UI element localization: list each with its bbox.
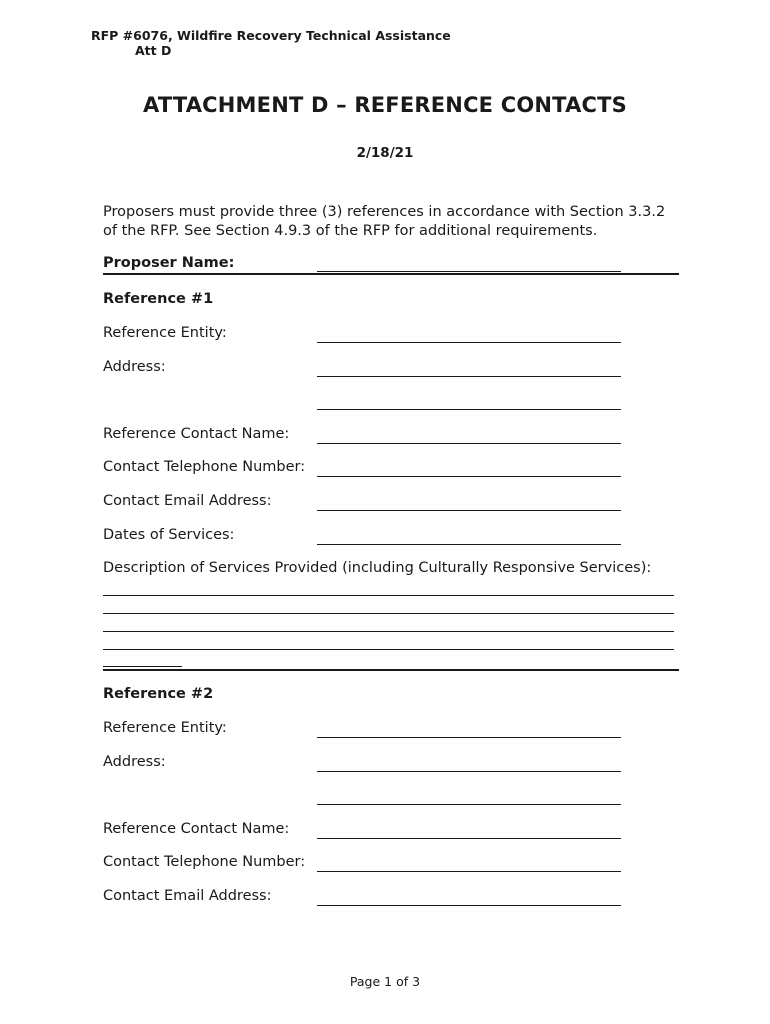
ref1-description-line-1[interactable] <box>103 595 674 596</box>
ref1-entity-label: Reference Entity: <box>103 325 227 341</box>
reference-2-heading: Reference #2 <box>103 686 214 702</box>
ref1-description-line-2[interactable] <box>103 613 674 614</box>
ref1-description-line-4[interactable] <box>103 649 674 650</box>
ref1-description-label: Description of Services Provided (including Culturally Responsive Services): <box>103 560 652 576</box>
ref1-description-line-3[interactable] <box>103 631 674 632</box>
proposer-name-field[interactable] <box>317 271 621 272</box>
ref1-telephone-field[interactable] <box>317 476 621 477</box>
header-att-line: Att D <box>135 43 172 58</box>
ref2-telephone-field[interactable] <box>317 871 621 872</box>
ref2-contact-name-label: Reference Contact Name: <box>103 821 290 837</box>
ref1-entity-field[interactable] <box>317 342 621 343</box>
ref1-email-label: Contact Email Address: <box>103 493 272 509</box>
ref1-email-field[interactable] <box>317 510 621 511</box>
page-title: ATTACHMENT D – REFERENCE CONTACTS <box>143 93 627 117</box>
ref2-telephone-label: Contact Telephone Number: <box>103 854 306 870</box>
ref2-entity-label: Reference Entity: <box>103 720 227 736</box>
ref2-address-field-1[interactable] <box>317 771 621 772</box>
document-date: 2/18/21 <box>356 145 414 161</box>
ref1-address-field-1[interactable] <box>317 376 621 377</box>
ref1-address-label: Address: <box>103 359 166 375</box>
section-divider <box>103 669 679 671</box>
ref1-dates-label: Dates of Services: <box>103 527 235 543</box>
ref1-contact-name-label: Reference Contact Name: <box>103 426 290 442</box>
ref1-dates-field[interactable] <box>317 544 621 545</box>
ref1-address-field-2[interactable] <box>317 409 621 410</box>
ref2-address-field-2[interactable] <box>317 804 621 805</box>
ref1-telephone-label: Contact Telephone Number: <box>103 459 306 475</box>
proposer-name-label: Proposer Name: <box>103 255 235 271</box>
section-divider <box>103 273 679 275</box>
ref1-description-line-5[interactable] <box>103 666 182 667</box>
ref2-email-field[interactable] <box>317 905 621 906</box>
instructions-paragraph: Proposers must provide three (3) references in accordance with Section 3.3.2 of the RFP. See Section 4.9.3 of the RFP for additional requirements. <box>103 204 666 239</box>
ref2-address-label: Address: <box>103 754 166 770</box>
ref2-entity-field[interactable] <box>317 737 621 738</box>
header-rfp-line: RFP #6076, Wildfire Recovery Technical Assistance <box>91 28 451 43</box>
page-number: Page 1 of 3 <box>349 974 421 989</box>
reference-1-heading: Reference #1 <box>103 291 214 307</box>
ref2-email-label: Contact Email Address: <box>103 888 272 904</box>
ref2-contact-name-field[interactable] <box>317 838 621 839</box>
ref1-contact-name-field[interactable] <box>317 443 621 444</box>
